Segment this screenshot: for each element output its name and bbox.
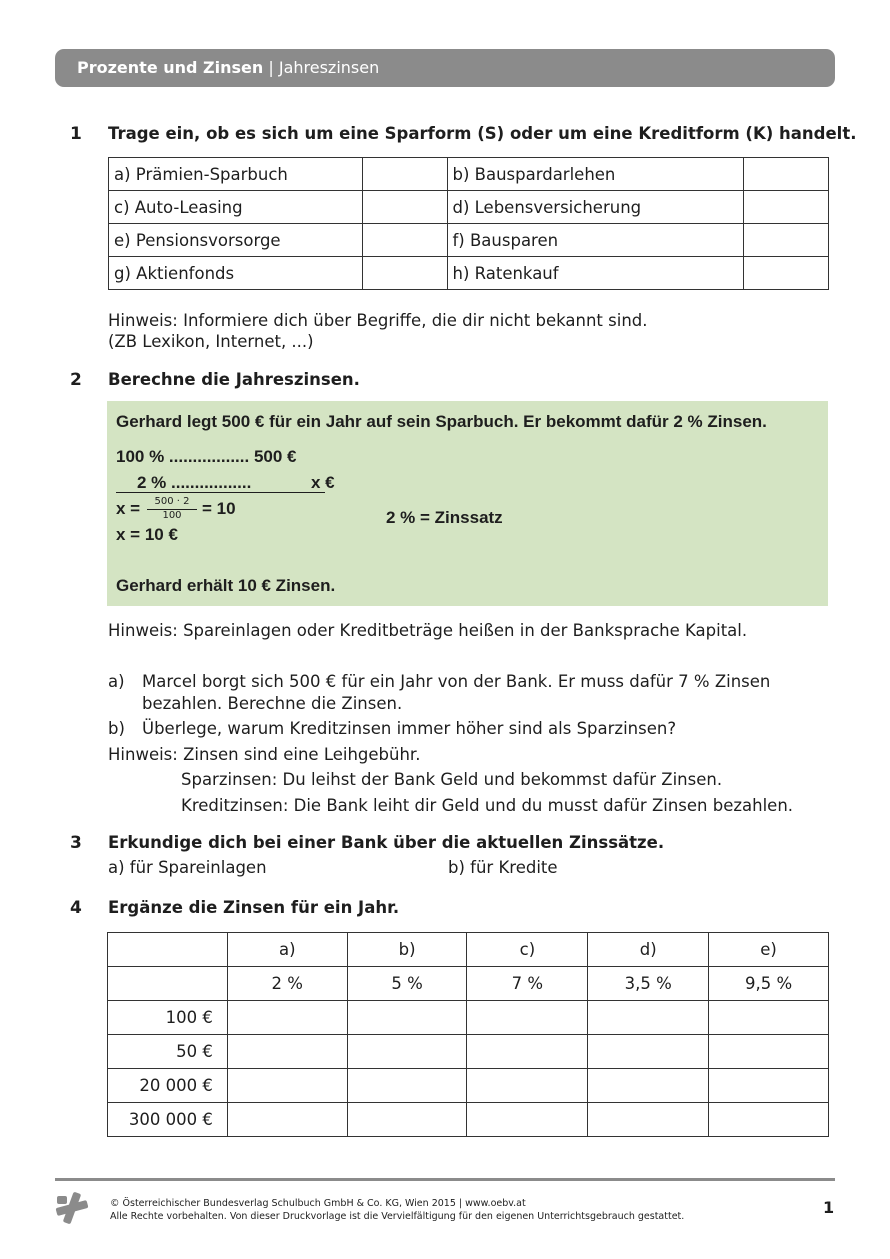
- table-row: [108, 1035, 829, 1069]
- task-2-number: 2: [70, 370, 82, 390]
- divider: [116, 492, 325, 493]
- amount-label: 20 000 €: [108, 1069, 228, 1103]
- item-label: c) Auto-Leasing: [109, 191, 363, 224]
- rate-cell: 9,5 %: [709, 967, 829, 1001]
- task-2-instruction: Berechne die Jahreszinsen.: [108, 370, 360, 389]
- footer-copyright: [110, 1197, 684, 1223]
- page-number: 1: [823, 1198, 835, 1217]
- rate-cell: 2 %: [227, 967, 347, 1001]
- answer-cell[interactable]: [744, 257, 829, 290]
- table-row: [109, 158, 829, 191]
- task-3-number: 3: [70, 833, 82, 853]
- answer-cell[interactable]: [362, 191, 447, 224]
- answer-cell[interactable]: [227, 1035, 347, 1069]
- answer-cell[interactable]: [467, 1069, 588, 1103]
- item-label: h) Ratenkauf: [447, 257, 744, 290]
- column-header: e): [709, 933, 829, 967]
- footer-line2: Alle Rechte vorbehalten. Von dieser Druckvorlage ist die Vervielfältigung für den eigenen Unterrichtsgebrauch gestattet.: [110, 1211, 685, 1222]
- answer-cell[interactable]: [227, 1001, 347, 1035]
- table-header-row: [108, 933, 829, 967]
- example-box: [107, 401, 828, 606]
- task-4-instruction: Ergänze die Zinsen für ein Jahr.: [108, 898, 400, 917]
- item-label: d) Lebensversicherung: [447, 191, 744, 224]
- task-1-number: 1: [70, 124, 82, 144]
- answer-cell[interactable]: [709, 1001, 829, 1035]
- footer-line1: © Österreichischer Bundesverlag Schulbuch GmbH & Co. KG, Wien 2015 | www.oebv.at: [110, 1198, 526, 1209]
- item-label: e) Pensionsvorsorge: [109, 224, 363, 257]
- task-1-instruction: Trage ein, ob es sich um eine Sparform (S) oder um eine Kreditform (K) handelt.: [108, 124, 857, 143]
- example-rate-label: 2 % = Zinssatz: [386, 508, 503, 527]
- amount-label: 100 €: [108, 1001, 228, 1035]
- task-3-b: b) für Kredite: [448, 858, 558, 877]
- task-4-number: 4: [70, 898, 82, 918]
- answer-cell[interactable]: [709, 1069, 829, 1103]
- rate-cell: 5 %: [347, 967, 467, 1001]
- column-header: c): [467, 933, 588, 967]
- example-result: x = 10 €: [116, 525, 178, 544]
- task-3-a: a) für Spareinlagen: [108, 858, 267, 877]
- answer-cell[interactable]: [347, 1103, 467, 1137]
- table-row: [109, 191, 829, 224]
- table-row: [109, 224, 829, 257]
- amount-label: 300 000 €: [108, 1103, 228, 1137]
- task-2-hint: Hinweis: Spareinlagen oder Kreditbeträge heißen in der Banksprache Kapital.: [108, 621, 748, 640]
- column-header: a): [227, 933, 347, 967]
- header-bar: [55, 49, 835, 87]
- answer-cell[interactable]: [362, 257, 447, 290]
- task-1-hint-line2: (ZB Lexikon, Internet, ...): [108, 332, 314, 351]
- answer-cell[interactable]: [362, 158, 447, 191]
- item-label: g) Aktienfonds: [109, 257, 363, 290]
- subtask-a-line2: bezahlen. Berechne die Zinsen.: [142, 694, 403, 713]
- example-frac-result: = 10: [202, 499, 236, 518]
- fraction-denominator: 100: [162, 510, 182, 521]
- table-row: [108, 1069, 829, 1103]
- answer-cell[interactable]: [227, 1103, 347, 1137]
- answer-cell[interactable]: [709, 1103, 829, 1137]
- header-title: Prozente und Zinsen | Jahreszinsen: [77, 58, 380, 77]
- subtask-a-line1: Marcel borgt sich 500 € für ein Jahr von der Bank. Er muss dafür 7 % Zinsen: [142, 672, 771, 691]
- publisher-logo-icon: [54, 1190, 90, 1226]
- answer-cell[interactable]: [467, 1103, 588, 1137]
- task-3-instruction: Erkundige dich bei einer Bank über die aktuellen Zinssätze.: [108, 833, 665, 852]
- column-header: b): [347, 933, 467, 967]
- answer-cell[interactable]: [709, 1035, 829, 1069]
- example-x-eq: x =: [116, 499, 141, 518]
- subtask-a-label: a): [108, 672, 125, 691]
- answer-cell[interactable]: [347, 1001, 467, 1035]
- example-line2: 2 % .................: [137, 473, 252, 492]
- item-label: f) Bausparen: [447, 224, 744, 257]
- answer-cell[interactable]: [588, 1001, 709, 1035]
- answer-cell[interactable]: [588, 1069, 709, 1103]
- answer-cell[interactable]: [588, 1035, 709, 1069]
- subtask-b-label: b): [108, 719, 125, 738]
- table-rate-row: [108, 967, 829, 1001]
- task-2-hint2-line2: Sparzinsen: Du leihst der Bank Geld und bekommst dafür Zinsen.: [181, 770, 723, 789]
- example-intro: Gerhard legt 500 € für ein Jahr auf sein Sparbuch. Er bekommt dafür 2 % Zinsen.: [116, 412, 767, 431]
- answer-cell[interactable]: [347, 1035, 467, 1069]
- answer-cell[interactable]: [227, 1069, 347, 1103]
- example-conclusion: Gerhard erhält 10 € Zinsen.: [116, 576, 336, 595]
- answer-cell[interactable]: [744, 224, 829, 257]
- footer-divider: [55, 1178, 835, 1181]
- fraction-numerator: 500 · 2: [154, 496, 190, 507]
- answer-cell[interactable]: [744, 158, 829, 191]
- rate-cell: 3,5 %: [588, 967, 709, 1001]
- column-header: d): [588, 933, 709, 967]
- answer-cell[interactable]: [347, 1069, 467, 1103]
- table-row: [108, 1001, 829, 1035]
- answer-cell[interactable]: [467, 1001, 588, 1035]
- subtask-b-text: Überlege, warum Kreditzinsen immer höher sind als Sparzinsen?: [142, 719, 677, 738]
- example-line2-right: x €: [311, 473, 335, 492]
- answer-cell[interactable]: [467, 1035, 588, 1069]
- task-1-hint-line1: Hinweis: Informiere dich über Begriffe, die dir nicht bekannt sind.: [108, 311, 648, 330]
- item-label: b) Bauspardarlehen: [447, 158, 744, 191]
- corner-cell: [108, 933, 228, 967]
- task-2-hint2-line1: Hinweis: Zinsen sind eine Leihgebühr.: [108, 745, 421, 764]
- item-label: a) Prämien-Sparbuch: [109, 158, 363, 191]
- example-line1: 100 % ................. 500 €: [116, 447, 297, 466]
- corner-cell: [108, 967, 228, 1001]
- task-2-hint2-line3: Kreditzinsen: Die Bank leiht dir Geld und du musst dafür Zinsen bezahlen.: [181, 796, 794, 815]
- task-1-table: [108, 157, 829, 290]
- amount-label: 50 €: [108, 1035, 228, 1069]
- answer-cell[interactable]: [744, 191, 829, 224]
- answer-cell[interactable]: [362, 224, 447, 257]
- table-row: [108, 1103, 829, 1137]
- answer-cell[interactable]: [588, 1103, 709, 1137]
- rate-cell: 7 %: [467, 967, 588, 1001]
- interest-table: [107, 932, 829, 1137]
- table-row: [109, 257, 829, 290]
